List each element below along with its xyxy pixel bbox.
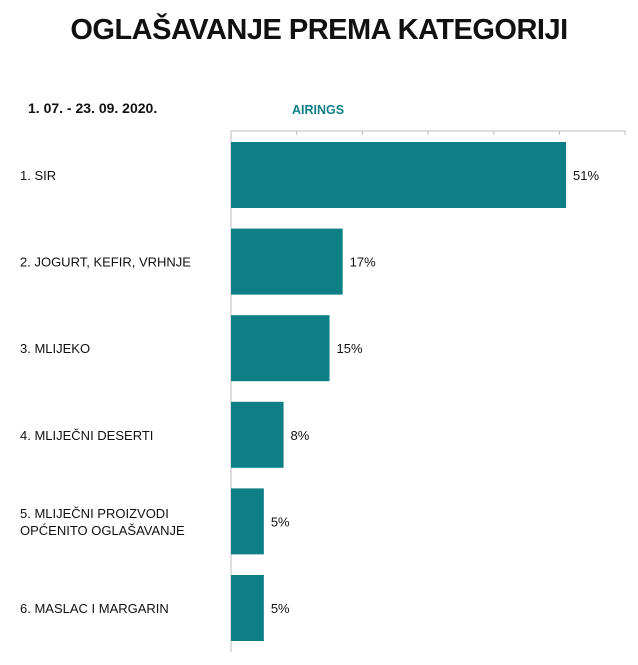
value-label-1: 51% [573, 168, 600, 183]
bar-6 [231, 575, 264, 641]
value-label-2: 17% [349, 254, 376, 270]
value-label-4: 8% [290, 427, 310, 443]
bar-2 [231, 229, 343, 295]
value-label-6: 5% [270, 601, 290, 616]
bar-5 [231, 488, 264, 554]
value-label-5: 5% [270, 514, 290, 530]
category-label-2: 2. JOGURT, KEFIR, VRHNJE [20, 254, 191, 270]
category-label-3: 3. MLIJEKO [20, 341, 91, 357]
date-range: 1. 07. - 23. 09. 2020. [28, 100, 158, 116]
category-label-5-line-2: OPĆENITO OGLAŠAVANJE [20, 522, 185, 538]
bar-3 [231, 315, 330, 381]
category-label-5-line-1: 5. MLIJEČNI PROIZVODI [20, 505, 169, 521]
category-label-6: 6. MASLAC I MARGARIN [20, 601, 169, 616]
value-label-3: 15% [336, 341, 363, 357]
category-label-1: 1. SIR [20, 168, 57, 183]
bar-1 [231, 142, 566, 208]
category-label-4: 4. MLIJEČNI DESERTI [20, 427, 154, 443]
bar-4 [231, 402, 284, 468]
chart-title: OGLAŠAVANJE PREMA KATEGORIJI [70, 14, 568, 46]
metric-label: AIRINGS [292, 103, 345, 117]
